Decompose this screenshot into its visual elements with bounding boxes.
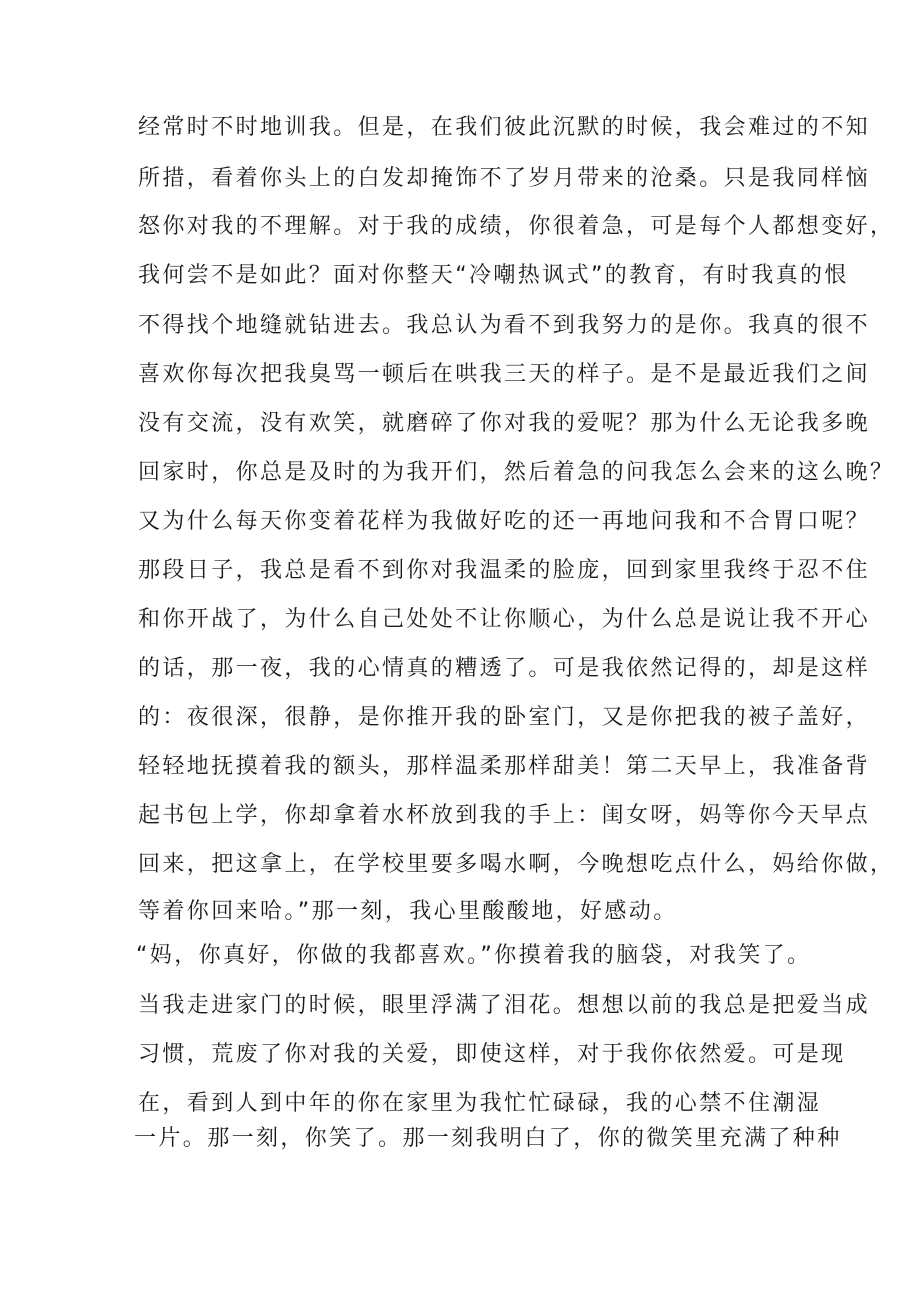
text-line: 和你开战了，为什么自己处处不让你顺心，为什么总是说让我不开心 xyxy=(138,607,871,632)
text-line: 我何尝不是如此？面对你整天“冷嘲热讽式”的教育，有时我真的恨 xyxy=(138,263,849,288)
text-line: 轻轻地抚摸着我的额头，那样温柔那样甜美！第二天早上，我准备背 xyxy=(138,754,871,779)
text-line: “妈，你真好，你做的我都喜欢。”你摸着我的脑袋，对我笑了。 xyxy=(136,943,812,968)
text-line: 起书包上学，你却拿着水杯放到我的手上：闺女呀，妈等你今天早点 xyxy=(138,803,871,828)
text-line: 喜欢你每次把我臭骂一顿后在哄我三天的样子。是不是最近我们之间 xyxy=(138,362,871,387)
text-line: 没有交流，没有欢笑，就磨碎了你对我的爱呢？那为什么无论我多晚 xyxy=(138,411,871,436)
text-line: 回来，把这拿上，在学校里要多喝水啊，今晚想吃点什么，妈给你做， xyxy=(138,852,895,877)
text-line: 的：夜很深，很静，是你推开我的卧室门，又是你把我的被子盖好， xyxy=(138,705,871,730)
text-line: 回家时，你总是及时的为我开们，然后着急的问我怎么会来的这么晚？ xyxy=(138,460,895,485)
text-line: 不得找个地缝就钻进去。我总认为看不到我努力的是你。我真的很不 xyxy=(138,313,871,338)
text-line: 当我走进家门的时候，眼里浮满了泪花。想想以前的我总是把爱当成 xyxy=(138,993,871,1018)
text-line: 等着你回来哈。”那一刻，我心里酸酸地，好感动。 xyxy=(138,899,678,924)
text-line: 在，看到人到中年的你在家里为我忙忙碌碌，我的心禁不住潮湿 xyxy=(138,1091,822,1116)
text-line: 习惯，荒废了你对我的关爱，即使这样，对于我你依然爱。可是现 xyxy=(138,1042,846,1067)
text-line: 所措，看着你头上的白发却掩饰不了岁月带来的沧桑。只是我同样恼 xyxy=(138,166,871,191)
text-line: 的话，那一夜，我的心情真的糟透了。可是我依然记得的，却是这样 xyxy=(138,656,871,681)
text-line: 怒你对我的不理解。对于我的成绩，你很着急，可是每个人都想变好， xyxy=(138,214,895,239)
text-line: 又为什么每天你变着花样为我做好吃的还一再地问我和不合胃口呢？ xyxy=(138,509,871,534)
text-line: 一片。那一刻，你笑了。那一刻我明白了，你的微笑里充满了种种 xyxy=(134,1126,842,1151)
text-line: 经常时不时地训我。但是，在我们彼此沉默的时候，我会难过的不知 xyxy=(138,115,871,140)
text-line: 那段日子，我总是看不到你对我温柔的脸庞，回到家里我终于忍不住 xyxy=(138,558,871,583)
